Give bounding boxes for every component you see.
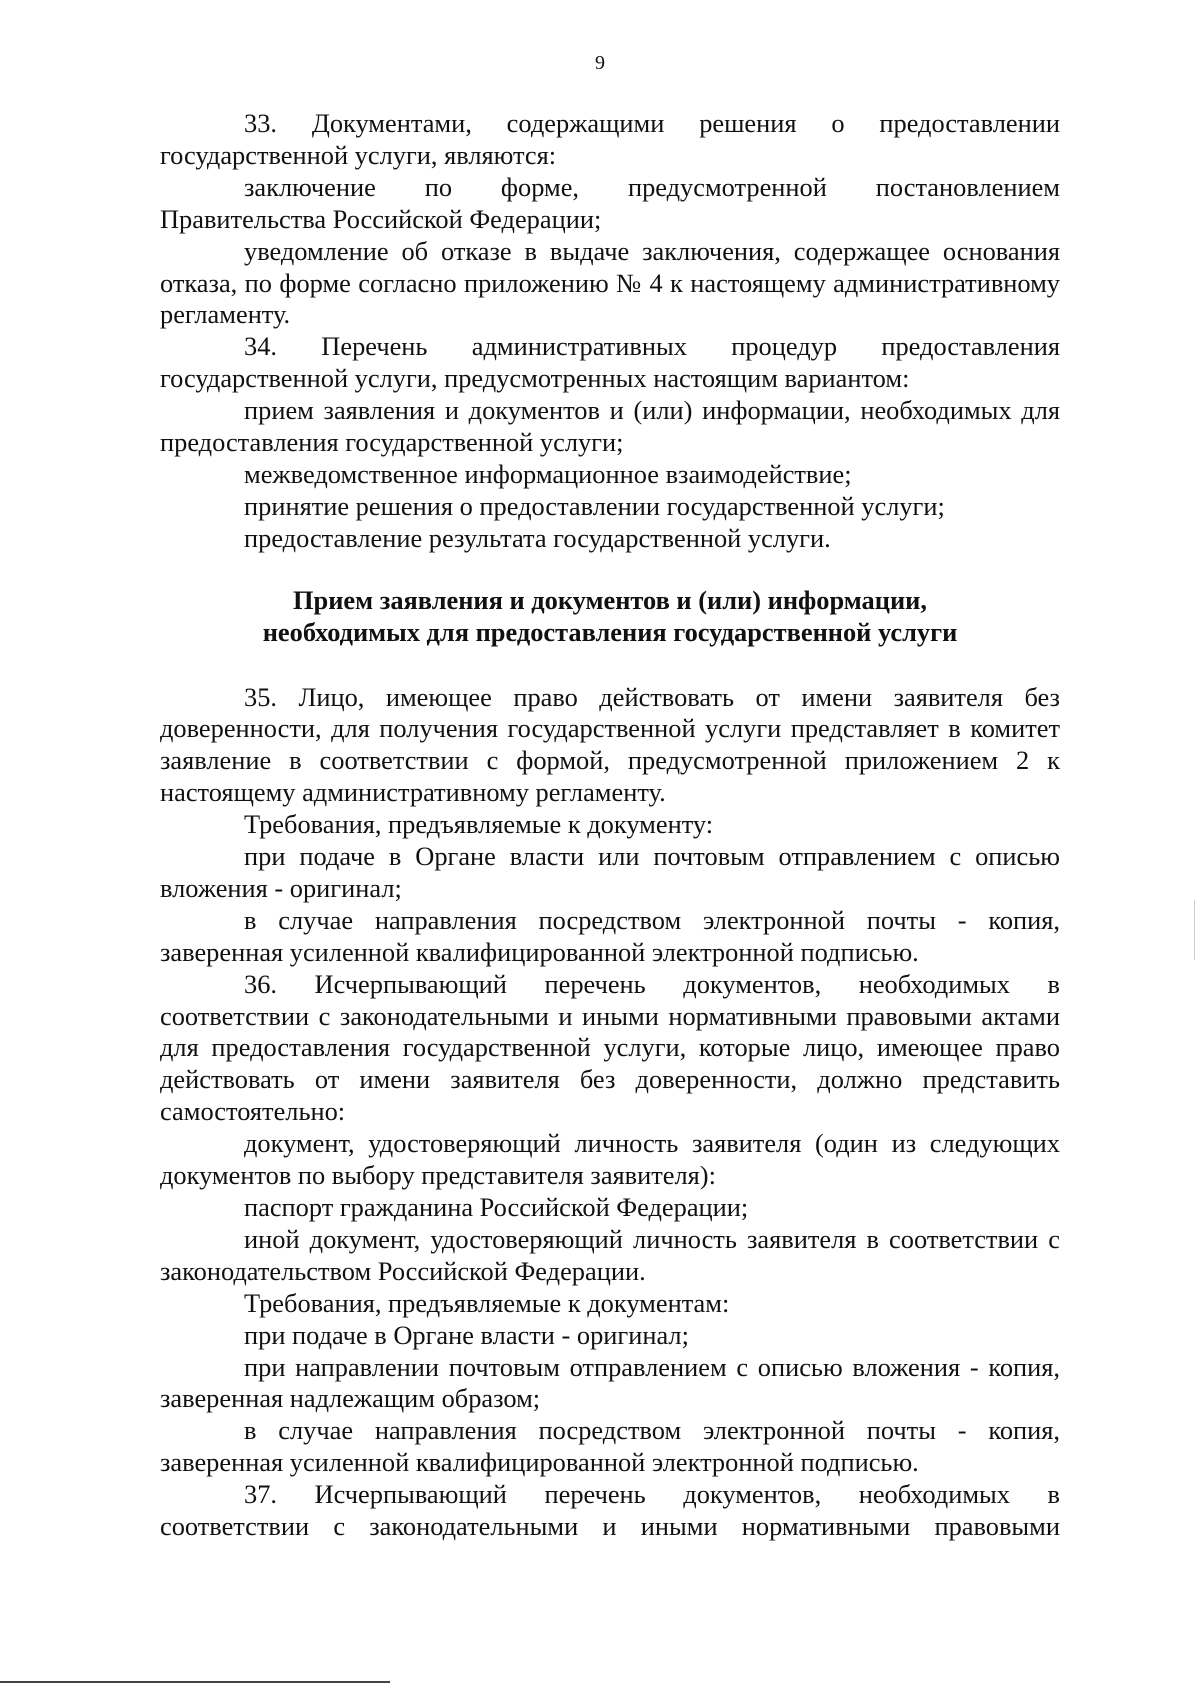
list-item-identity-document: документ, удостоверяющий личность заявителя (один из следующих документов по выбору представителя заявителя):	[160, 1128, 1060, 1191]
list-item-other-document: иной документ, удостоверяющий личность заявителя в соответствии с законодательством Российской Федерации.	[160, 1223, 1060, 1286]
list-item-email-copy-2: в случае направления посредством электронной почты - копия, заверенная усиленной квалифицированной электронной подписью.	[160, 1415, 1060, 1478]
list-item-procedure-1: прием заявления и документов и (или) информации, необходимых для предоставления государственной услуги;	[160, 395, 1060, 458]
document-body	[160, 108, 1060, 1543]
scan-edge-mark	[1194, 900, 1195, 960]
list-item-in-person-original: при подаче в Органе власти - оригинал;	[244, 1319, 689, 1350]
section-heading-line-1: Прием заявления и документов и (или) информации,	[293, 584, 927, 615]
list-item-original: при подаче в Органе власти или почтовым отправлением с описью вложения - оригинал;	[160, 841, 1060, 903]
list-item-conclusion: заключение по форме, предусмотренной постановлением Правительства Российской Федерации;	[160, 171, 1060, 234]
bottom-scan-line	[0, 1681, 390, 1683]
list-item-passport: паспорт гражданина Российской Федерации;	[244, 1192, 749, 1222]
page-number: 9	[595, 52, 605, 74]
list-item-procedure-2: межведомственное информационное взаимодействие;	[244, 458, 852, 489]
list-item-email-copy: в случае направления посредством электронной почты - копия, заверенная усиленной квалифицированной электронной подписью.	[160, 904, 1060, 967]
list-item-procedure-3: принятие решения о предоставлении государственной услуги;	[244, 490, 945, 521]
section-heading-line-2: необходимых для предоставления государственной услуги	[262, 616, 958, 647]
paragraph-34: 34. Перечень административных процедур предоставления государственной услуги, предусмотренных настоящим вариантом:	[160, 331, 1060, 394]
list-item-procedure-4: предоставление результата государственной услуги.	[244, 522, 831, 553]
paragraph-35: 35. Лицо, имеющее право действовать от имени заявителя без доверенности, для получения государственной услуги представляет в комитет заявление в соответствии с формой, предусмотренной приложением 2 к настоящему административному регламенту.	[160, 681, 1060, 808]
spacer	[160, 555, 1060, 585]
paragraph-36: 36. Исчерпывающий перечень документов, необходимых в соответствии с законодательными и иными нормативными правовыми актами для предоставления государственной услуги, которые лицо, имеющее право действовать от имени заявителя без доверенности, должно представить самостоятельно:	[160, 968, 1060, 1127]
requirements-label-2: Требования, предъявляемые к документам:	[244, 1287, 730, 1318]
requirements-label: Требования, предъявляемые к документу:	[244, 809, 714, 840]
paragraph-33: 33. Документами, содержащими решения о предоставлении государственной услуги, являются:	[160, 108, 1060, 170]
spacer	[160, 649, 1060, 682]
list-item-postal-copy: при направлении почтовым отправлением с описью вложения - копия, заверенная надлежащим образом;	[160, 1351, 1060, 1414]
list-item-refusal-notice: уведомление об отказе в выдаче заключения, содержащее основания отказа, по форме согласно приложению № 4 к настоящему административному регламенту.	[160, 235, 1060, 330]
paragraph-37: 37. Исчерпывающий перечень документов, необходимых в соответствии с законодательными и иными нормативными правовыми	[160, 1479, 1060, 1542]
